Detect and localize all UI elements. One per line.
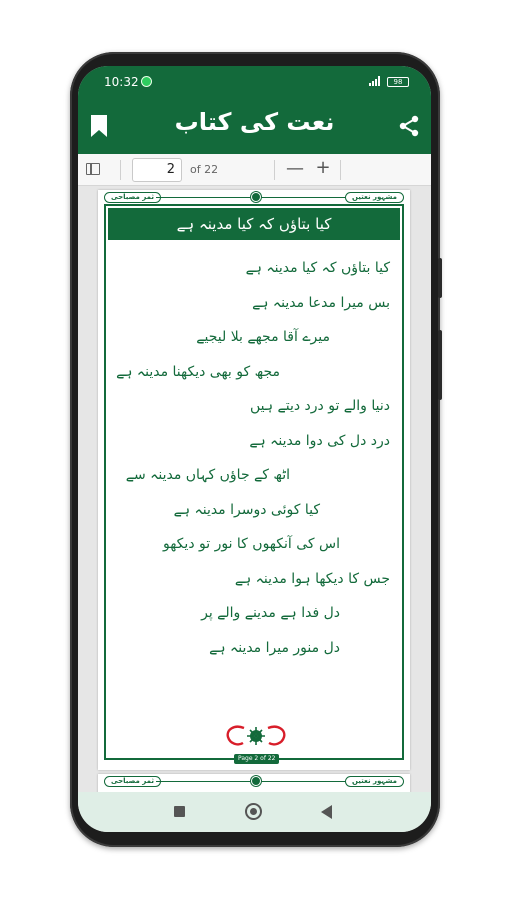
- verse-line: دل منور میرا مدینہ ہے: [209, 639, 340, 656]
- verse-list: [118, 254, 390, 668]
- verse-line: اٹھ کے جاؤں کہاں مدینہ سے: [125, 467, 290, 483]
- system-nav-bar: [78, 792, 431, 832]
- end-ornament-icon: [216, 724, 296, 748]
- verse-line: اس کی آنکھوں کا نور تو دیکھو: [163, 536, 340, 552]
- bookmark-icon[interactable]: [90, 114, 108, 138]
- naat-title-banner: کیا بتاؤں کہ کیا مدینہ ہے: [108, 208, 400, 240]
- verse-line: جس کا دیکھا ہوا مدینہ ہے: [234, 570, 390, 587]
- medallion-icon: [251, 192, 261, 202]
- page-count-label: of 22: [190, 163, 219, 176]
- battery-icon: 98: [387, 77, 409, 87]
- pdf-toolbar: [78, 154, 431, 186]
- verse-line: میرے آقا مجھے بلا لیجیے: [196, 329, 330, 345]
- verse-line: مجھ کو بھی دیکھنا مدینہ ہے: [116, 363, 280, 380]
- author-tag: ثمر مصباحی: [104, 192, 161, 203]
- author-tag: ثمر مصباحی: [104, 776, 161, 787]
- verse-line: کیا کوئی دوسرا مدینہ ہے: [173, 501, 320, 518]
- verse-line: بس میرا مدعا مدینہ ہے: [252, 294, 390, 311]
- medallion-icon: [251, 776, 261, 786]
- toolbar-divider: [274, 160, 275, 180]
- category-tag: مشہور نعتیں: [345, 776, 404, 787]
- status-time: 10:32: [104, 75, 139, 89]
- pdf-page[interactable]: [98, 190, 410, 770]
- home-icon[interactable]: [245, 803, 262, 820]
- verse-line: دل فدا ہے مدینے والے پر: [201, 605, 340, 621]
- verse-line: کیا بتاؤں کہ کیا مدینہ ہے: [245, 260, 390, 276]
- back-icon[interactable]: [321, 805, 332, 819]
- verse-line: دنیا والے تو درد دیتے ہیں: [250, 398, 390, 414]
- recent-apps-icon[interactable]: [174, 806, 185, 817]
- whatsapp-notification-icon: [141, 76, 152, 87]
- phone-screen: [78, 66, 431, 832]
- zoom-out-button[interactable]: —: [286, 158, 304, 179]
- zoom-in-button[interactable]: +: [315, 157, 331, 178]
- category-tag: مشہور نعتیں: [345, 192, 404, 203]
- share-icon[interactable]: [397, 114, 421, 138]
- page-footer-label: Page 2 of 22: [234, 754, 279, 764]
- power-button: [438, 330, 442, 400]
- toolbar-divider: [340, 160, 341, 180]
- page-number-input[interactable]: 2: [132, 158, 182, 182]
- verse-line: درد دل کی دوا مدینہ ہے: [249, 432, 390, 449]
- signal-icon: [369, 76, 383, 86]
- toolbar-divider: [120, 160, 121, 180]
- page-frame: [104, 204, 404, 760]
- sidebar-toggle-icon[interactable]: [86, 163, 100, 175]
- page-header: [104, 192, 404, 204]
- volume-button: [438, 258, 442, 298]
- app-title: نعت کی کتاب: [174, 108, 335, 136]
- app-bar: [78, 98, 431, 154]
- status-bar: [78, 66, 431, 98]
- page-header: [104, 776, 404, 788]
